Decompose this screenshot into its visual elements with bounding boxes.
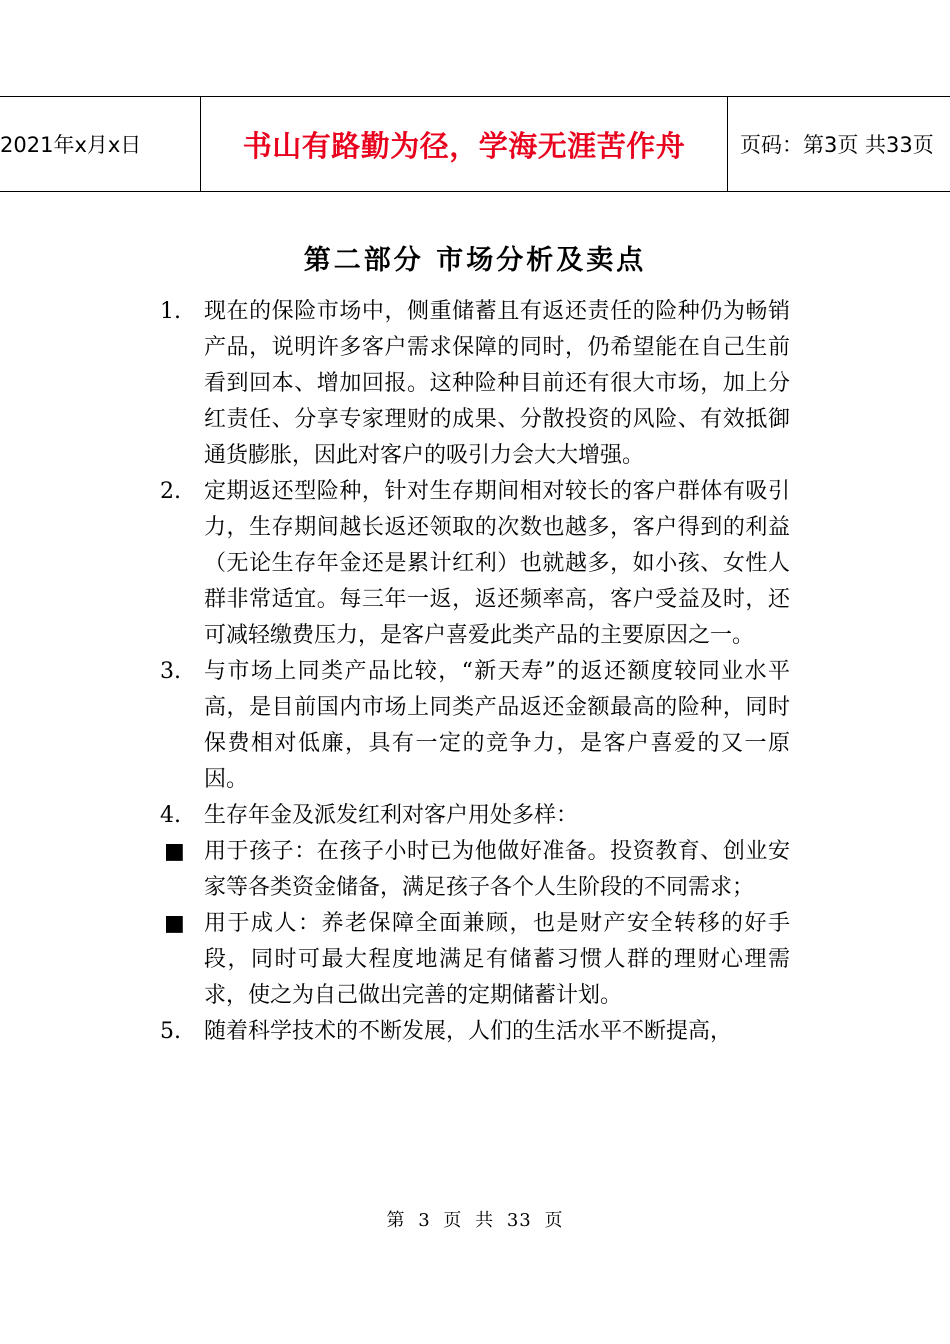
list-item	[0, 654, 950, 798]
bullet-item	[0, 834, 950, 906]
section-title: 第二部分 市场分析及卖点	[303, 245, 647, 276]
document-body	[0, 294, 950, 1050]
header-motto: 书山有路勤为径，学海无涯苦作舟	[201, 97, 728, 191]
header-table	[0, 96, 950, 192]
list-number: 4.	[160, 803, 181, 828]
square-bullet-icon: ■	[164, 911, 185, 936]
bullet-item-text: 用于成人：养老保障全面兼顾，也是财产安全转移的好手段，同时可最大程度地满足有储蓄习惯人群的理财心理需求，使之为自己做出完善的定期储蓄计划。	[204, 911, 790, 1008]
list-item-text: 生存年金及派发红利对客户用处多样：	[204, 803, 579, 828]
header-page-info: 页码：第3页 共33页	[740, 133, 934, 157]
list-number: 5.	[160, 1019, 181, 1044]
list-item-text: 与市场上同类产品比较，“新天寿”的返还额度较同业水平高，是目前国内市场上同类产品返还金额最高的险种，同时保费相对低廉，具有一定的竞争力，是客户喜爱的又一原因。	[204, 659, 790, 792]
list-item-text: 随着科学技术的不断发展，人们的生活水平不断提高，	[204, 1019, 733, 1044]
list-item	[0, 294, 950, 474]
list-item	[0, 798, 950, 834]
list-item	[0, 474, 950, 654]
list-number: 2.	[160, 479, 181, 504]
header-date: 2021年x月x日	[0, 97, 201, 191]
list-number: 1.	[160, 299, 181, 324]
bullet-item-text: 用于孩子：在孩子小时已为他做好准备。投资教育、创业安家等各类资金储备，满足孩子各个人生阶段的不同需求；	[204, 839, 790, 900]
square-bullet-icon: ■	[164, 839, 185, 864]
bullet-item	[0, 906, 950, 1014]
page-footer: 第 3 页 共 33 页	[386, 1210, 564, 1231]
list-item-text: 定期返还型险种，针对生存期间相对较长的客户群体有吸引力，生存期间越长返还领取的次数也越多，客户得到的利益（无论生存年金还是累计红利）也就越多，如小孩、女性人群非常适宜。每三年一返，返还频率高，客户受益及时，还可减轻缴费压力，是客户喜爱此类产品的主要原因之一。	[204, 479, 790, 648]
list-item-text: 现在的保险市场中，侧重储蓄且有返还责任的险种仍为畅销产品，说明许多客户需求保障的同时，仍希望能在自己生前看到回本、增加回报。这种险种目前还有很大市场，加上分红责任、分享专家理财的成果、分散投资的风险、有效抵御通货膨胀，因此对客户的吸引力会大大增强。	[204, 299, 790, 468]
list-item	[0, 1014, 950, 1050]
list-number: 3.	[160, 659, 181, 684]
